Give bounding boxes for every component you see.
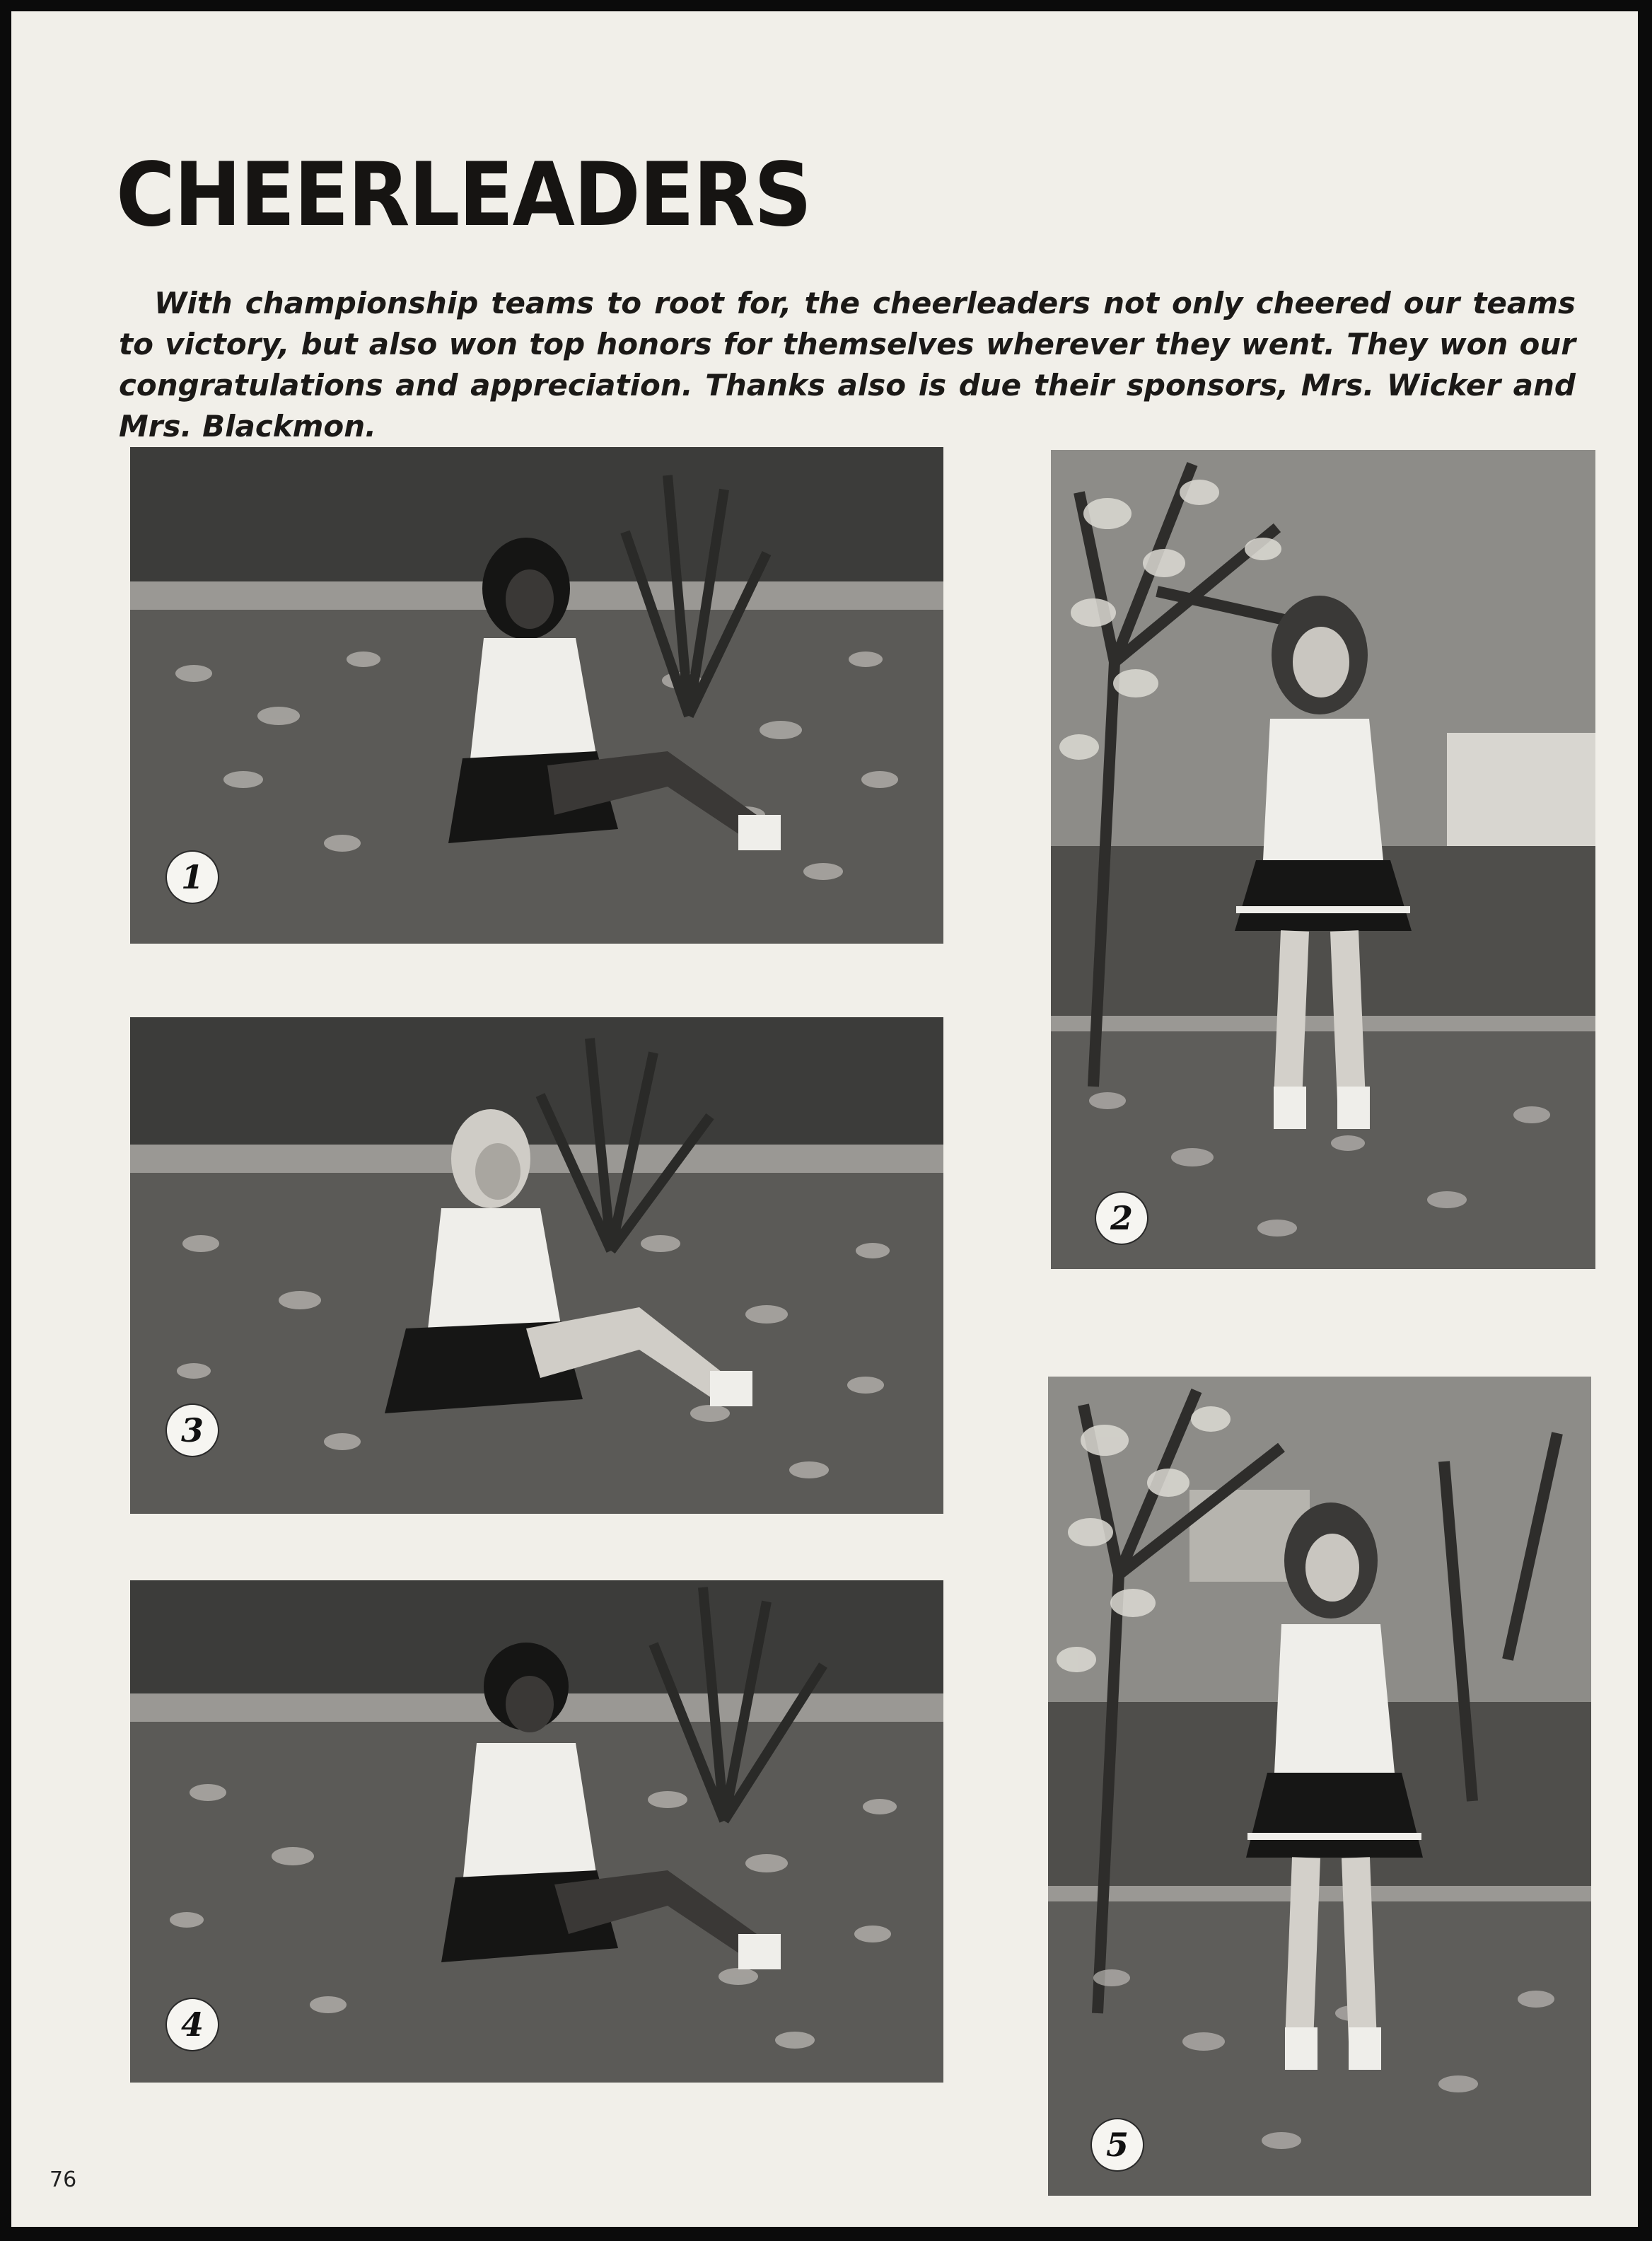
page-title: CHEERLEADERS [116, 144, 811, 246]
photo-4 [130, 1580, 943, 2083]
photo-2-number-badge: 2 [1096, 1193, 1147, 1244]
photo-2 [1051, 450, 1595, 1269]
photo-3-number-badge: 3 [167, 1405, 218, 1456]
photo-1 [130, 447, 943, 944]
photo-3-image [130, 1017, 943, 1514]
yearbook-page [11, 11, 1638, 2227]
photo-5-image [1048, 1377, 1591, 2196]
page-number: 76 [50, 2167, 77, 2192]
photo-5-number-badge: 5 [1092, 2119, 1143, 2170]
photo-2-image [1051, 450, 1595, 1269]
photo-3 [130, 1017, 943, 1514]
photo-4-number-badge: 4 [167, 1999, 218, 2050]
photo-5 [1048, 1377, 1591, 2196]
intro-paragraph: With championship teams to root for, the cheerleaders not only cheered our teams to victory, but also won top honors for themselves wherever they went. They won our congratulations and appreciation. Thanks also is due their sponsors, Mrs. Wicker and Mrs. Blackmon. [119, 286, 1576, 444]
photo-1-image [130, 447, 943, 944]
photo-4-image [130, 1580, 943, 2083]
photo-1-number-badge: 1 [167, 852, 218, 903]
